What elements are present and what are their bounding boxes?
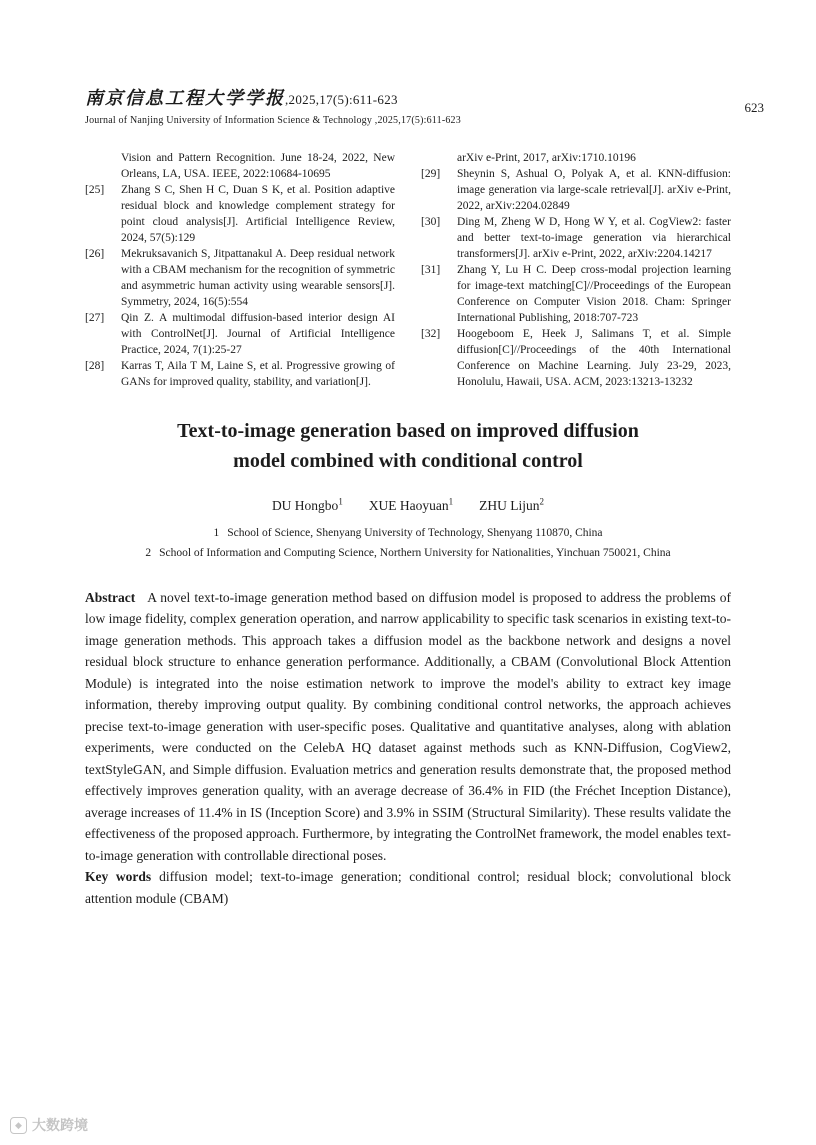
reference-text: Zhang Y, Lu H C. Deep cross-modal projection learning for image-text matching[C]//Proceedings of the European Conference on Computer Vision 2018. Cham: Springer International Publishing, 2018:707-723 xyxy=(457,264,731,324)
journal-citation: ,2025,17(5):611-623 xyxy=(285,92,398,107)
affiliations xyxy=(85,523,731,563)
reference-number: [30] xyxy=(421,216,441,228)
reference-item xyxy=(421,326,731,390)
reference-item xyxy=(85,310,395,358)
keywords-text: diffusion model; text-to-image generation; conditional control; residual block; convolutional block attention module (CBAM) xyxy=(85,869,732,906)
keywords-label: Key words xyxy=(85,869,152,884)
affiliation-text: School of Information and Computing Science, Northern University for Nationalities, Yinchuan 750021, China xyxy=(159,546,671,559)
affiliation-line xyxy=(85,523,731,543)
article-title-line: model combined with conditional control xyxy=(233,450,583,472)
reference-number: [26] xyxy=(85,248,105,260)
page-header xyxy=(85,84,764,126)
references-column-right xyxy=(421,150,731,390)
abstract-label: Abstract xyxy=(85,589,136,605)
reference-text: Zhang S C, Shen H C, Duan S K, et al. Position adaptive residual block and knowledge complement strategy for point cloud analysis[J]. Artificial Intelligence Review, 2024, 57(5):129 xyxy=(121,184,395,244)
reference-number: [31] xyxy=(421,264,441,276)
reference-item xyxy=(85,150,395,182)
journal-title-line xyxy=(85,84,731,110)
reference-item xyxy=(85,182,395,246)
reference-number: [25] xyxy=(85,184,105,196)
abstract-paragraph xyxy=(85,587,731,867)
reference-item xyxy=(421,262,731,326)
reference-text: arXiv e-Print, 2017, arXiv:1710.10196 xyxy=(457,152,636,164)
reference-item xyxy=(421,166,731,214)
reference-text: Hoogeboom E, Heek J, Salimans T, et al. Simple diffusion[C]//Proceedings of the 40th International Conference on Machine Learning. July 23-29, 2023, Honolulu, Hawaii, USA. ACM, 2023:13213-13232 xyxy=(457,328,731,388)
affiliation-number: 2 xyxy=(145,546,152,559)
author-affiliation-marker: 2 xyxy=(539,496,545,506)
journal-name-english: Journal of Nanjing University of Information Science & Technology ,2025,17(5):611-623 xyxy=(85,115,461,126)
references-column-left xyxy=(85,150,395,390)
reference-text: Sheynin S, Ashual O, Polyak A, et al. KNN-diffusion: image generation via large-scale retrieval[J]. arXiv e-Print, 2022, arXiv:2204.02849 xyxy=(457,168,731,212)
reference-text: Ding M, Zheng W D, Hong W Y, et al. CogView2: faster and better text-to-image generation via hierarchical transformers[J]. arXiv e-Print, 2022, arXiv:2204.14217 xyxy=(457,216,731,260)
references-section xyxy=(85,150,731,390)
reference-text: Karras T, Aila T M, Laine S, et al. Progressive growing of GANs for improved quality, stability, and variation[J]. xyxy=(121,360,395,388)
article-title-line: Text-to-image generation based on improved diffusion xyxy=(177,420,639,442)
page-number: 623 xyxy=(744,100,764,115)
author-name: XUE Haoyuan$^1$ xyxy=(368,496,454,513)
reference-text: Vision and Pattern Recognition. June 18-24, 2022, New Orleans, LA, USA. IEEE, 2022:10684-10695 xyxy=(121,152,395,180)
authors-line xyxy=(85,496,731,514)
affiliation-line xyxy=(85,543,731,563)
reference-item xyxy=(85,358,395,390)
reference-number xyxy=(85,150,121,182)
keywords-paragraph xyxy=(85,866,731,909)
abstract-text: A novel text-to-image generation method based on diffusion model is proposed to address the problems of low image fidelity, complex generation operation, and narrow applicability to specific task scenarios in existing text-to-image generation methods. This approach takes a diffusion model as the backbone network and designs a novel residual block structure to enhance generation performance. Additionally, a CBAM (Convolutional Block Attention Module) is integrated into the noise estimation network to improve the model's ability to extract key image information, thereby improving output quality. By combining conditional control networks, the approach achieves precise text-to-image generation with user-specific poses. Qualitative and quantitative analyses, along with ablation experiments, were conducted on the CelebA HQ dataset against methods such as KNN-Diffusion, CogView2, textStyleGAN, and Simple diffusion. Evaluation metrics and generation results demonstrate that, the proposed method effectively improves generation quality, with an average decrease of 36.4% in FID (the Fréchet Inception Distance), average increases of 11.4% in IS (Inception Score) and 3.9% in SSIM (Structural Similarity). These results validate the effectiveness of the proposed approach. Furthermore, by integrating the ControlNet framework, the model enables text-to-image generation with controllable directional poses. xyxy=(85,589,731,863)
reference-number: [28] xyxy=(85,360,105,372)
affiliation-number: 1 xyxy=(213,526,220,539)
reference-number xyxy=(421,150,457,166)
watermark-text: 大数跨境 xyxy=(32,1117,88,1133)
affiliation-text: School of Science, Shenyang University of Technology, Shenyang 110870, China xyxy=(227,526,603,539)
author-name: DU Hongbo$^1$ xyxy=(271,496,343,513)
reference-number: [27] xyxy=(85,312,105,324)
reference-item xyxy=(421,150,731,166)
reference-text: Mekruksavanich S, Jitpattanakul A. Deep residual network with a CBAM mechanism for the recognition of symmetric and asymmetric human activity using wearable sensors[J]. Symmetry, 2024, 16(5):554 xyxy=(121,248,395,308)
reference-number: [32] xyxy=(421,328,441,340)
reference-text: Qin Z. A multimodal diffusion-based interior design AI with ControlNet[J]. Journal of Artificial Intelligence Practice, 2024, 7(1):25-27 xyxy=(121,312,395,356)
watermark-logo-icon: ◆ xyxy=(10,1117,27,1134)
journal-name-chinese: 南京信息工程大学学报 xyxy=(85,88,285,108)
reference-item xyxy=(85,246,395,310)
article-title xyxy=(85,416,731,476)
author-affiliation-marker: 1 xyxy=(448,496,454,506)
reference-item xyxy=(421,214,731,262)
author-name: ZHU Lijun$^2$ xyxy=(479,496,545,513)
author-affiliation-marker: 1 xyxy=(338,496,343,506)
reference-number: [29] xyxy=(421,168,441,180)
watermark xyxy=(10,1115,88,1135)
